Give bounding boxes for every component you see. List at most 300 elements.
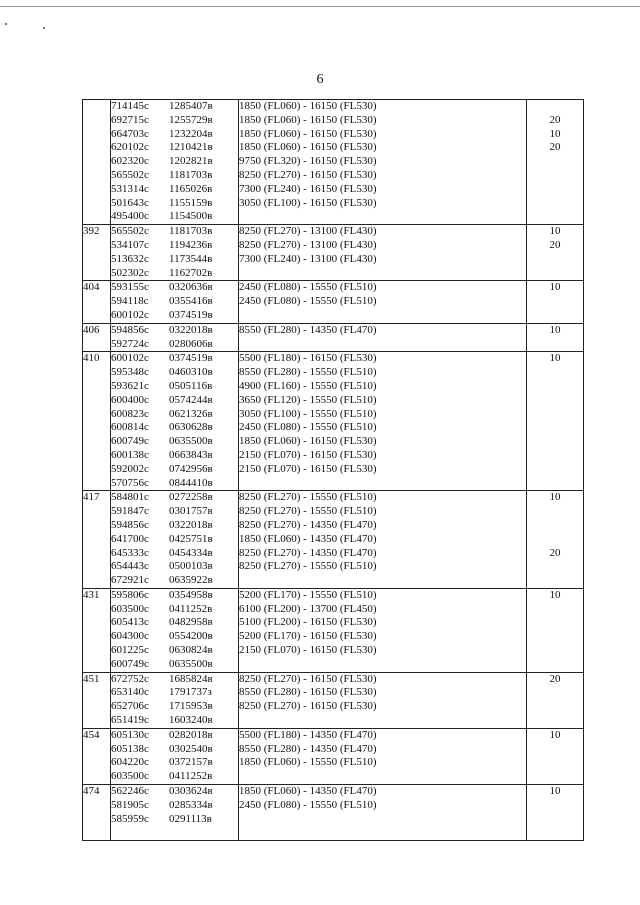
- longitude-code: 0574244в: [169, 393, 213, 406]
- altitude-range: 8250 (FL270) - 14350 (FL470): [239, 546, 377, 559]
- value-text: [527, 714, 583, 728]
- longitude-code: 1154500в: [169, 210, 213, 223]
- latitude-code: 513632с: [111, 252, 149, 265]
- altitude-range: 1850 (FL060) - 15550 (FL510): [239, 756, 377, 769]
- coordinate-line: [111, 616, 238, 630]
- coordinate-line: [111, 408, 238, 422]
- longitude-code: 1255729в: [169, 113, 213, 126]
- coordinate-line: [111, 505, 238, 519]
- longitude-code: 0302540в: [169, 742, 213, 755]
- coordinate-line: [111, 197, 238, 211]
- coordinate-line: [111, 658, 238, 672]
- longitude-code: 0303624в: [169, 785, 213, 798]
- latitude-code: 595348с: [111, 366, 149, 379]
- altitude-range: 8250 (FL270) - 16150 (FL530): [239, 672, 377, 685]
- coordinate-line: [111, 700, 238, 714]
- altitude-range: 2150 (FL070) - 16150 (FL530): [239, 644, 377, 657]
- route-table-body: [83, 100, 584, 841]
- value-text: [527, 100, 583, 114]
- coordinate-line: [111, 155, 238, 169]
- coordinate-line: [111, 141, 238, 155]
- altitude-range: 2150 (FL070) - 16150 (FL530): [239, 448, 377, 461]
- value-text: [527, 449, 583, 463]
- value-cell: [527, 323, 584, 352]
- coordinate-line: [111, 519, 238, 533]
- altitude-range: 1850 (FL060) - 14350 (FL470): [239, 785, 377, 798]
- scan-speck: [5, 23, 7, 25]
- value-text: 20: [549, 672, 561, 685]
- coordinate-line: [111, 352, 238, 366]
- altitude-range: 8250 (FL270) - 15550 (FL510): [239, 560, 377, 573]
- altitude-range: [239, 658, 526, 672]
- altitude-cell: [239, 728, 527, 784]
- coordinates-cell: [111, 672, 239, 728]
- latitude-code: 594856с: [111, 518, 149, 531]
- longitude-code: 0635500в: [169, 435, 213, 448]
- value-text: [527, 533, 583, 547]
- route-number: [83, 100, 111, 225]
- value-cell: [527, 588, 584, 672]
- route-number: 454: [83, 728, 111, 784]
- altitude-range: 1850 (FL060) - 16150 (FL530): [239, 435, 377, 448]
- coordinate-line: [111, 686, 238, 700]
- altitude-range: [239, 574, 526, 588]
- altitude-range: 5200 (FL170) - 15550 (FL510): [239, 588, 377, 601]
- coordinate-line: [111, 673, 238, 687]
- longitude-code: 0322018в: [169, 518, 213, 531]
- coordinate-line: [111, 560, 238, 574]
- latitude-code: 651419с: [111, 714, 149, 727]
- altitude-range: 8550 (FL280) - 16150 (FL530): [239, 686, 377, 699]
- altitude-range: 3050 (FL100) - 16150 (FL530): [239, 196, 377, 209]
- coordinate-line: [111, 449, 238, 463]
- value-text: 20: [549, 546, 561, 559]
- latitude-code: 654443с: [111, 560, 149, 573]
- page-number: 6: [316, 72, 324, 87]
- table-row: [83, 100, 584, 225]
- latitude-code: 565502с: [111, 168, 149, 181]
- value-text: [527, 183, 583, 197]
- longitude-code: 0630628в: [169, 421, 213, 434]
- altitude-range: 5500 (FL180) - 14350 (FL470): [239, 728, 377, 741]
- latitude-code: 534107с: [111, 238, 149, 251]
- table-row: [83, 785, 584, 841]
- longitude-code: 1603240в: [169, 714, 213, 727]
- value-text: [527, 756, 583, 770]
- longitude-code: 1162702в: [169, 266, 213, 279]
- altitude-range: 8250 (FL270) - 15550 (FL510): [239, 491, 377, 504]
- latitude-code: 604220с: [111, 756, 149, 769]
- altitude-range: 3050 (FL100) - 15550 (FL510): [239, 407, 377, 420]
- latitude-code: 601225с: [111, 644, 149, 657]
- altitude-range: 2450 (FL080) - 15550 (FL510): [239, 295, 377, 308]
- latitude-code: 600814с: [111, 421, 149, 434]
- value-cell: [527, 491, 584, 589]
- value-text: [527, 826, 583, 840]
- longitude-code: 0322018в: [169, 323, 213, 336]
- value-text: [527, 770, 583, 784]
- altitude-range: 8550 (FL280) - 15550 (FL510): [239, 366, 377, 379]
- longitude-code: 0280606в: [169, 337, 213, 350]
- latitude-code: 531314с: [111, 182, 149, 195]
- route-number: 474: [83, 785, 111, 841]
- value-text: 10: [549, 491, 561, 504]
- altitude-range: [239, 210, 526, 224]
- latitude-code: 501643с: [111, 196, 149, 209]
- altitude-cell: [239, 491, 527, 589]
- latitude-code: 502302с: [111, 266, 149, 279]
- altitude-range: 1850 (FL060) - 16150 (FL530): [239, 127, 377, 140]
- longitude-code: 1155159в: [169, 196, 213, 209]
- table-row: [83, 281, 584, 323]
- value-text: [527, 644, 583, 658]
- latitude-code: 495400с: [111, 210, 149, 223]
- route-number: 451: [83, 672, 111, 728]
- longitude-code: 1173544в: [169, 252, 213, 265]
- altitude-range: 6100 (FL200) - 13700 (FL450): [239, 602, 377, 615]
- latitude-code: 604300с: [111, 630, 149, 643]
- altitude-range: 2150 (FL070) - 16150 (FL530): [239, 462, 377, 475]
- table-row: [83, 672, 584, 728]
- latitude-code: 653140с: [111, 686, 149, 699]
- coordinate-line: [111, 128, 238, 142]
- coordinates-cell: [111, 352, 239, 491]
- longitude-code: 0374519в: [169, 308, 213, 321]
- latitude-code: 570756с: [111, 476, 149, 489]
- longitude-code: 1791737з: [169, 686, 212, 699]
- latitude-code: 595806с: [111, 588, 149, 601]
- coordinate-line: [111, 826, 238, 840]
- latitude-code: 600749с: [111, 657, 149, 670]
- latitude-code: 600102с: [111, 308, 149, 321]
- value-cell: [527, 225, 584, 281]
- coordinate-line: [111, 169, 238, 183]
- altitude-range: 8250 (FL270) - 16150 (FL530): [239, 700, 377, 713]
- altitude-range: 8550 (FL280) - 14350 (FL470): [239, 742, 377, 755]
- value-text: [527, 686, 583, 700]
- latitude-code: 672752с: [111, 672, 149, 685]
- coordinate-line: [111, 770, 238, 784]
- longitude-code: 0844410в: [169, 476, 213, 489]
- value-text: 10: [549, 352, 561, 365]
- altitude-range: 8250 (FL270) - 13100 (FL430): [239, 238, 377, 251]
- altitude-range: 8250 (FL270) - 13100 (FL430): [239, 225, 377, 238]
- value-cell: [527, 281, 584, 323]
- coordinate-line: [111, 210, 238, 224]
- coordinate-line: [111, 324, 238, 338]
- coordinate-line: [111, 366, 238, 380]
- altitude-range: 1850 (FL060) - 16150 (FL530): [239, 100, 377, 112]
- coordinate-line: [111, 114, 238, 128]
- value-text: 10: [549, 728, 561, 741]
- latitude-code: 593155с: [111, 281, 149, 294]
- altitude-range: 9750 (FL320) - 16150 (FL530): [239, 155, 377, 168]
- value-text: [527, 505, 583, 519]
- latitude-code: 652706с: [111, 700, 149, 713]
- value-text: [527, 366, 583, 380]
- route-number: 392: [83, 225, 111, 281]
- coordinates-cell: [111, 323, 239, 352]
- longitude-code: 0411252в: [169, 602, 213, 615]
- coordinate-line: [111, 380, 238, 394]
- page-top-border: [0, 6, 640, 7]
- coordinate-line: [111, 644, 238, 658]
- latitude-code: 603500с: [111, 770, 149, 783]
- altitude-range: 3650 (FL120) - 15550 (FL510): [239, 393, 377, 406]
- altitude-range: [239, 714, 526, 728]
- longitude-code: 1181703в: [169, 225, 213, 238]
- coordinate-line: [111, 799, 238, 813]
- longitude-code: 0285334в: [169, 798, 213, 811]
- latitude-code: 600400с: [111, 393, 149, 406]
- longitude-code: 0301757в: [169, 505, 213, 518]
- longitude-code: 1181703в: [169, 168, 213, 181]
- altitude-cell: [239, 323, 527, 352]
- route-number: 417: [83, 491, 111, 589]
- coordinate-line: [111, 630, 238, 644]
- latitude-code: 591847с: [111, 505, 149, 518]
- coordinate-line: [111, 253, 238, 267]
- coordinate-line: [111, 603, 238, 617]
- latitude-code: 664703с: [111, 127, 149, 140]
- value-text: [527, 799, 583, 813]
- value-text: [527, 743, 583, 757]
- altitude-cell: [239, 588, 527, 672]
- longitude-code: 1210421в: [169, 141, 213, 154]
- route-number: 404: [83, 281, 111, 323]
- coordinate-line: [111, 743, 238, 757]
- longitude-code: 0630824в: [169, 644, 213, 657]
- value-text: [527, 295, 583, 309]
- coordinates-cell: [111, 728, 239, 784]
- latitude-code: 605138с: [111, 742, 149, 755]
- altitude-range: 7300 (FL240) - 16150 (FL530): [239, 182, 377, 195]
- altitude-range: 8250 (FL270) - 15550 (FL510): [239, 505, 377, 518]
- value-text: [527, 309, 583, 323]
- coordinate-line: [111, 533, 238, 547]
- coordinates-cell: [111, 491, 239, 589]
- coordinate-line: [111, 435, 238, 449]
- longitude-code: 0374519в: [169, 352, 213, 365]
- table-row: [83, 491, 584, 589]
- latitude-code: 600102с: [111, 352, 149, 365]
- coordinate-line: [111, 394, 238, 408]
- value-text: 10: [549, 588, 561, 601]
- value-text: [527, 616, 583, 630]
- value-text: [527, 435, 583, 449]
- value-text: [527, 560, 583, 574]
- coordinate-line: [111, 477, 238, 491]
- value-text: [527, 574, 583, 588]
- altitude-range: 5200 (FL170) - 16150 (FL530): [239, 630, 377, 643]
- coordinate-line: [111, 463, 238, 477]
- coordinate-line: [111, 421, 238, 435]
- latitude-code: 600749с: [111, 435, 149, 448]
- longitude-code: 0554200в: [169, 630, 213, 643]
- longitude-code: 0482958в: [169, 616, 213, 629]
- latitude-code: 620102с: [111, 141, 149, 154]
- coordinate-line: [111, 813, 238, 827]
- table-row: [83, 323, 584, 352]
- longitude-code: 1285407в: [169, 100, 213, 112]
- table-row: [83, 352, 584, 491]
- longitude-code: 0500103в: [169, 560, 213, 573]
- altitude-range: [239, 826, 526, 840]
- longitude-code: 0282018в: [169, 728, 213, 741]
- value-text: [527, 210, 583, 224]
- value-text: [527, 338, 583, 352]
- coordinate-line: [111, 225, 238, 239]
- coordinates-cell: [111, 100, 239, 225]
- coordinate-line: [111, 714, 238, 728]
- value-text: 10: [549, 785, 561, 798]
- value-text: 10: [549, 323, 561, 336]
- altitude-range: 8250 (FL270) - 16150 (FL530): [239, 168, 377, 181]
- value-text: [527, 408, 583, 422]
- altitude-range: [239, 770, 526, 784]
- longitude-code: 0354958в: [169, 588, 213, 601]
- value-text: [527, 169, 583, 183]
- route-number: 406: [83, 323, 111, 352]
- altitude-range: 8250 (FL270) - 14350 (FL470): [239, 518, 377, 531]
- coordinate-line: [111, 785, 238, 799]
- altitude-range: [239, 477, 526, 491]
- altitude-cell: [239, 225, 527, 281]
- value-cell: [527, 100, 584, 225]
- longitude-code: 0272258в: [169, 491, 213, 504]
- altitude-range: 7300 (FL240) - 13100 (FL430): [239, 252, 377, 265]
- value-text: [527, 197, 583, 211]
- latitude-code: 593621с: [111, 379, 149, 392]
- coordinate-line: [111, 729, 238, 743]
- altitude-cell: [239, 672, 527, 728]
- altitude-range: 2450 (FL080) - 15550 (FL510): [239, 798, 377, 811]
- latitude-code: 602320с: [111, 155, 149, 168]
- coordinate-line: [111, 589, 238, 603]
- longitude-code: 0372157в: [169, 756, 213, 769]
- altitude-range: [239, 338, 526, 352]
- altitude-cell: [239, 281, 527, 323]
- longitude-code: 0454334в: [169, 546, 213, 559]
- latitude-code: 592002с: [111, 462, 149, 475]
- scan-speck: [43, 27, 45, 29]
- longitude-code: 0320636в: [169, 281, 213, 294]
- longitude-code: 0411252в: [169, 770, 213, 783]
- longitude-code: 1165026в: [169, 182, 213, 195]
- altitude-cell: [239, 100, 527, 225]
- coordinate-line: [111, 309, 238, 323]
- altitude-cell: [239, 352, 527, 491]
- altitude-range: 1850 (FL060) - 16150 (FL530): [239, 113, 377, 126]
- longitude-code: 0663843в: [169, 448, 213, 461]
- latitude-code: 594118с: [111, 295, 149, 308]
- longitude-code: 0291113в: [169, 812, 212, 825]
- route-number: 431: [83, 588, 111, 672]
- longitude-code: 0425751в: [169, 532, 213, 545]
- value-cell: [527, 672, 584, 728]
- altitude-range: 1850 (FL060) - 14350 (FL470): [239, 532, 377, 545]
- altitude-range: [239, 267, 526, 281]
- longitude-code: 0742956в: [169, 462, 213, 475]
- value-text: [527, 267, 583, 281]
- value-text: [527, 658, 583, 672]
- coordinate-line: [111, 183, 238, 197]
- value-text: 20: [549, 238, 561, 251]
- value-text: [527, 463, 583, 477]
- latitude-code: 603500с: [111, 602, 149, 615]
- coordinates-cell: [111, 588, 239, 672]
- coordinate-line: [111, 547, 238, 561]
- altitude-range: 2450 (FL080) - 15550 (FL510): [239, 421, 377, 434]
- coordinate-line: [111, 756, 238, 770]
- latitude-code: 714145с: [111, 100, 149, 112]
- latitude-code: 605130с: [111, 728, 149, 741]
- latitude-code: 672921с: [111, 574, 149, 587]
- latitude-code: 645333с: [111, 546, 149, 559]
- value-text: [527, 394, 583, 408]
- longitude-code: 0635922в: [169, 574, 213, 587]
- coordinate-line: [111, 338, 238, 352]
- value-cell: [527, 352, 584, 491]
- longitude-code: 0460310в: [169, 366, 213, 379]
- value-cell: [527, 728, 584, 784]
- latitude-code: 581905с: [111, 798, 149, 811]
- latitude-code: 585959с: [111, 812, 149, 825]
- latitude-code: 692715с: [111, 113, 149, 126]
- longitude-code: 1232204в: [169, 127, 213, 140]
- coordinates-cell: [111, 281, 239, 323]
- value-text: 10: [549, 281, 561, 294]
- longitude-code: 0505116в: [169, 379, 213, 392]
- altitude-range: [239, 309, 526, 323]
- value-text: 20: [549, 113, 561, 126]
- altitude-range: [239, 813, 526, 827]
- value-text: [527, 155, 583, 169]
- table-row: [83, 588, 584, 672]
- longitude-code: 0621326в: [169, 407, 213, 420]
- coordinate-line: [111, 267, 238, 281]
- coordinate-line: [111, 239, 238, 253]
- value-text: 10: [549, 225, 561, 238]
- altitude-cell: [239, 785, 527, 841]
- coordinate-line: [111, 295, 238, 309]
- longitude-code: 1194236в: [169, 238, 213, 251]
- longitude-code: 1202821в: [169, 155, 213, 168]
- latitude-code: 562246с: [111, 785, 149, 798]
- coordinate-line: [111, 491, 238, 505]
- coordinate-line: [111, 574, 238, 588]
- longitude-code: 1715953в: [169, 700, 213, 713]
- coordinates-cell: [111, 225, 239, 281]
- value-cell: [527, 785, 584, 841]
- latitude-code: 641700с: [111, 532, 149, 545]
- latitude-code: 565502с: [111, 225, 149, 238]
- altitude-range: 8550 (FL280) - 14350 (FL470): [239, 323, 377, 336]
- value-text: [527, 813, 583, 827]
- value-text: [527, 477, 583, 491]
- route-table: [82, 99, 584, 841]
- value-text: [527, 603, 583, 617]
- value-text: 20: [549, 141, 561, 154]
- coordinate-line: [111, 281, 238, 295]
- altitude-range: 4900 (FL160) - 15550 (FL510): [239, 379, 377, 392]
- altitude-range: 2450 (FL080) - 15550 (FL510): [239, 281, 377, 294]
- value-text: [527, 700, 583, 714]
- altitude-range: 5500 (FL180) - 16150 (FL530): [239, 352, 377, 365]
- coordinates-cell: [111, 785, 239, 841]
- longitude-code: 0355416в: [169, 295, 213, 308]
- latitude-code: 584801с: [111, 491, 149, 504]
